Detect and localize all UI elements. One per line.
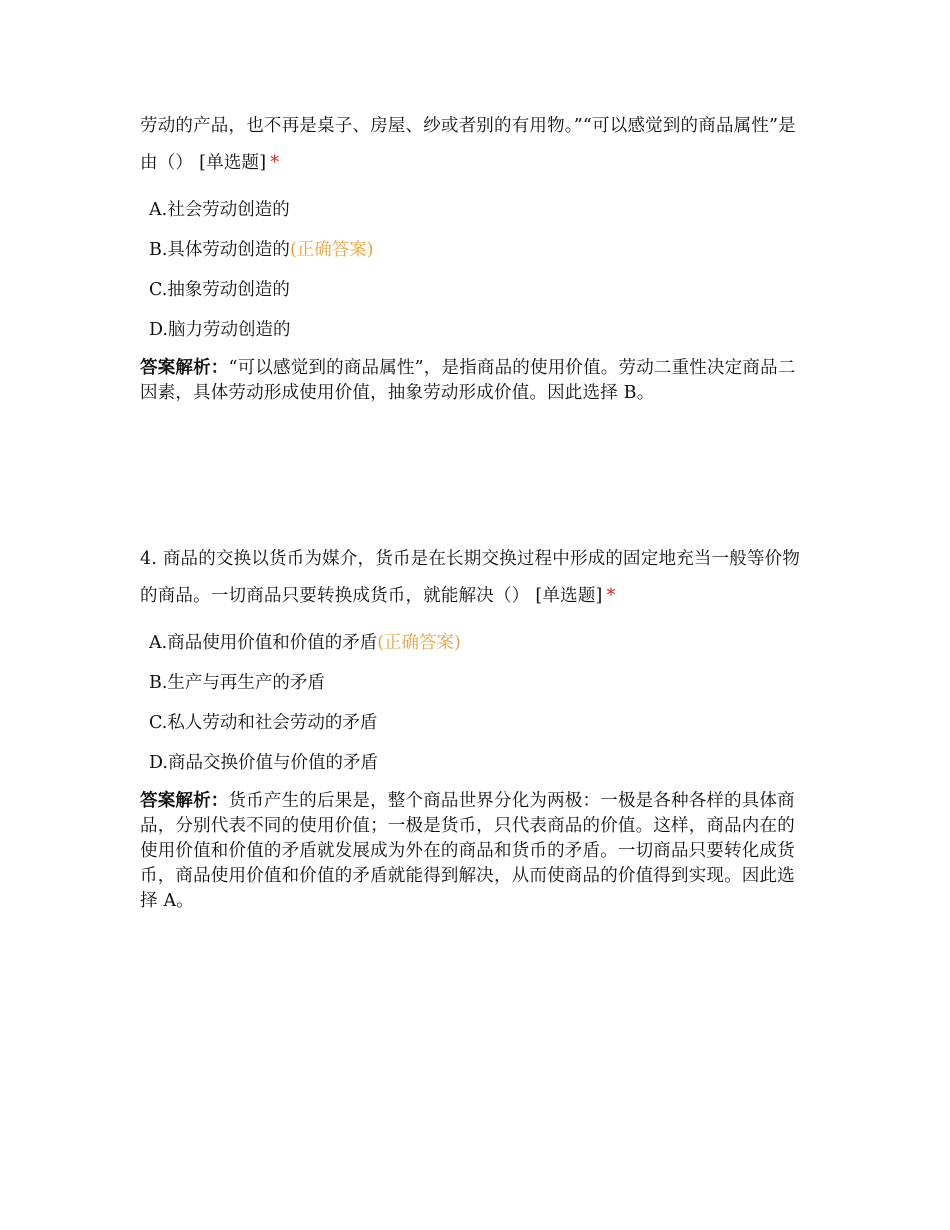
analysis-label: 答案解析： <box>140 358 229 378</box>
answer-analysis <box>140 356 812 406</box>
option-label: C.私人劳动和社会劳动的矛盾 <box>149 713 378 733</box>
option-label: D.脑力劳动创造的 <box>149 320 291 340</box>
option-label: A.商品使用价值和价值的矛盾 <box>149 633 378 653</box>
required-mark: * <box>270 153 280 173</box>
option-label: A.社会劳动创造的 <box>149 200 290 220</box>
option-d <box>140 743 812 783</box>
analysis-text: “可以感觉到的商品属性”，是指商品的使用价值。劳动二重性决定商品二因素，具体劳动形成使用价值，抽象劳动形成价值。因此选择 B。 <box>140 358 796 403</box>
correct-answer-tag: (正确答案) <box>289 240 374 260</box>
question-block-2 <box>140 541 812 914</box>
question-text <box>140 108 812 182</box>
answer-analysis <box>140 789 812 914</box>
analysis-text: 货币产生的后果是，整个商品世界分化为两极：一极是各种各样的具体商品，分别代表不同的使用价值；一极是货币，只代表商品的价值。这样，商品内在的使用价值和价值的矛盾就发展成为外在的商品和货币的矛盾。一切商品只要转化成货币，商品使用价值和价值的矛盾就能得到解决，从而使商品的价值得到实现。因此选择 A。 <box>140 791 795 911</box>
option-b <box>140 663 812 703</box>
question-text <box>140 541 812 615</box>
correct-answer-tag: (正确答案) <box>377 633 461 653</box>
question-block-1 <box>140 108 812 406</box>
option-c <box>140 270 812 310</box>
question-type: [单选题] <box>199 153 267 173</box>
option-a <box>140 623 812 663</box>
analysis-label: 答案解析： <box>140 791 229 811</box>
option-label: D.商品交换价值与价值的矛盾 <box>149 753 378 773</box>
option-b <box>140 230 812 270</box>
option-list <box>140 190 812 350</box>
question-stem: 4. 商品的交换以货币为媒介，货币是在长期交换过程中形成的固定地充当一般等价物的商品。一切商品只要转换成货币，就能解决（） <box>140 549 801 606</box>
option-label: B.生产与再生产的矛盾 <box>149 673 325 693</box>
option-c <box>140 703 812 743</box>
option-d <box>140 310 812 350</box>
option-a <box>140 190 812 230</box>
option-list <box>140 623 812 783</box>
option-label: B.具体劳动创造的 <box>149 240 290 260</box>
option-label: C.抽象劳动创造的 <box>149 280 290 300</box>
question-type: [单选题] <box>535 586 603 606</box>
question-stem: 劳动的产品，也不再是桌子、房屋、纱或者别的有用物。”“可以感觉到的商品属性”是由（） <box>140 116 796 173</box>
required-mark: * <box>606 586 616 606</box>
